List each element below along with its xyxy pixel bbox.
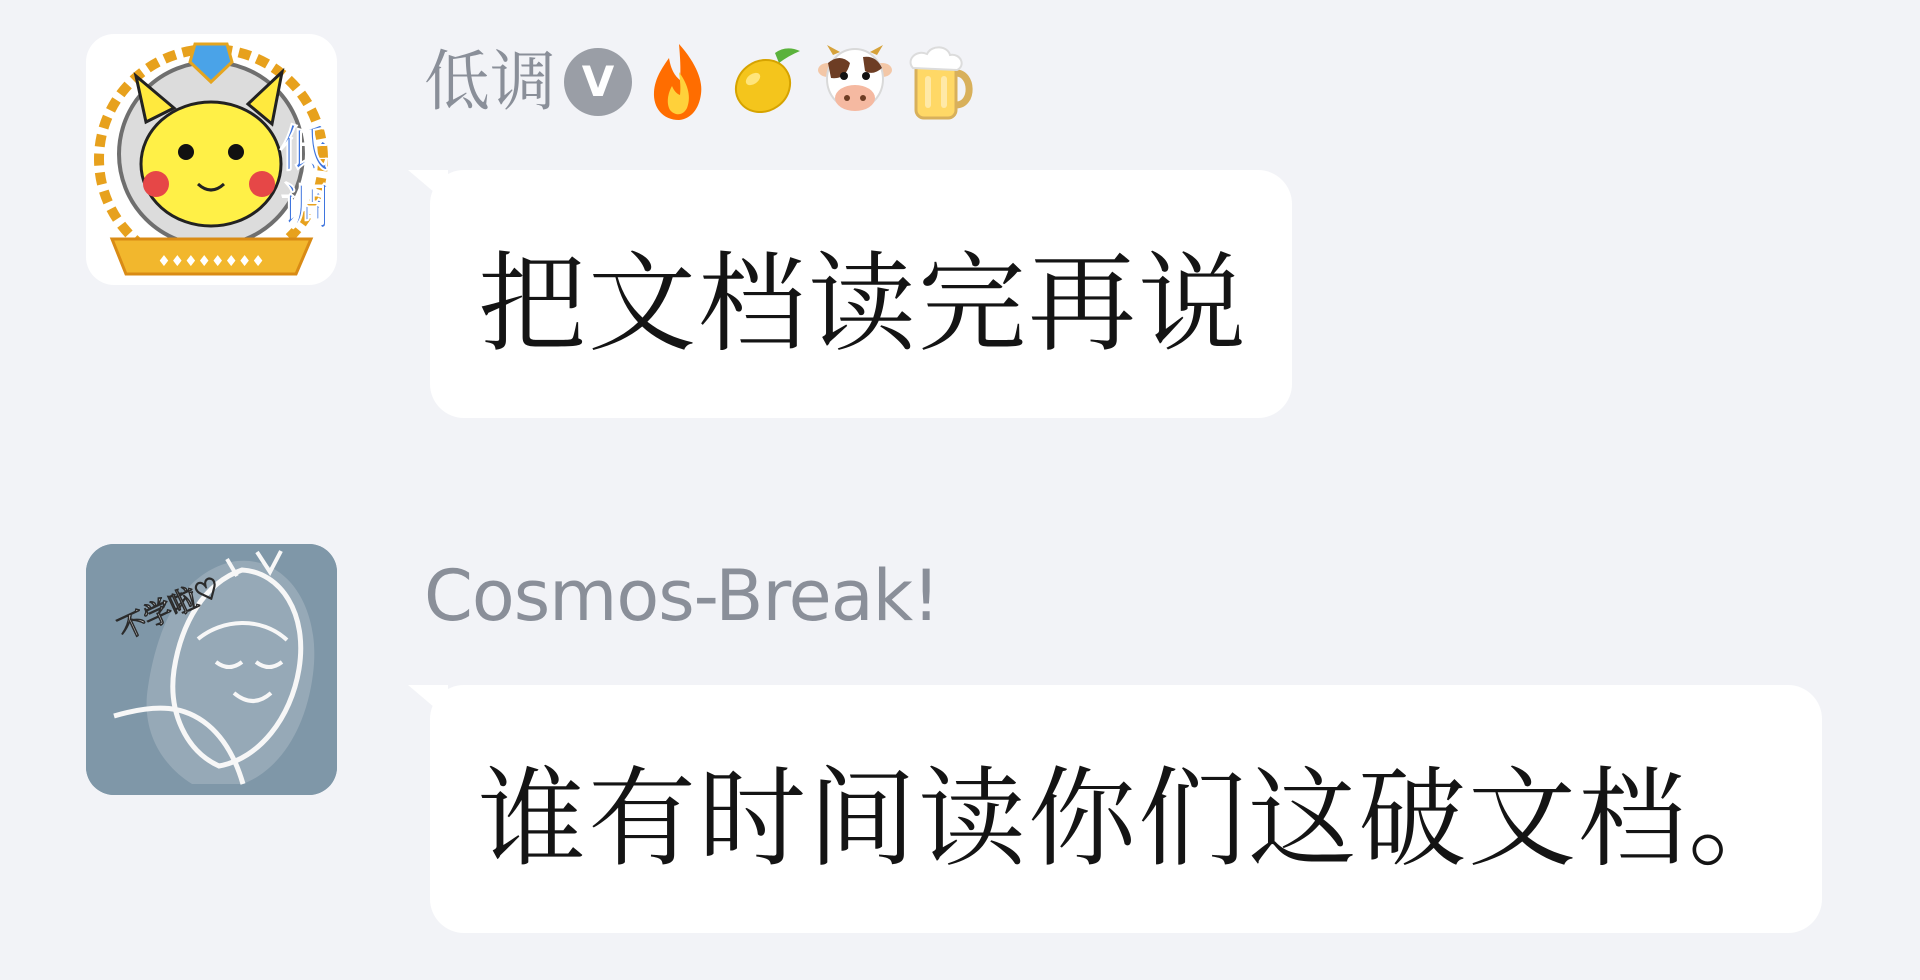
sender-name[interactable]: Cosmos-Break! — [424, 555, 940, 637]
message-text: 把文档读完再说 — [478, 241, 1249, 367]
lemon-emoji-icon — [726, 41, 808, 123]
cow-emoji-icon — [814, 41, 896, 123]
svg-text:♦♦♦♦♦♦♦♦: ♦♦♦♦♦♦♦♦ — [157, 252, 265, 270]
message-bubble[interactable] — [430, 170, 1292, 418]
pikachu-avatar-icon — [86, 34, 337, 285]
svg-text:调: 调 — [281, 178, 331, 236]
message-text: 谁有时间读你们这破文档。 — [478, 756, 1799, 882]
sender-name-row — [424, 36, 984, 128]
avatar[interactable] — [86, 544, 337, 795]
sender-name[interactable]: 低调 — [424, 43, 556, 120]
avatar[interactable] — [86, 34, 337, 285]
svg-text:不学啦♡: 不学啦♡ — [113, 570, 226, 647]
sender-name-row — [424, 550, 939, 642]
anime-sketch-avatar-icon — [86, 544, 337, 795]
beer-emoji-icon — [902, 41, 984, 123]
svg-text:低: 低 — [279, 120, 329, 178]
fire-emoji-icon — [638, 41, 720, 123]
message-bubble[interactable] — [430, 685, 1822, 933]
verified-badge: V — [564, 48, 632, 116]
